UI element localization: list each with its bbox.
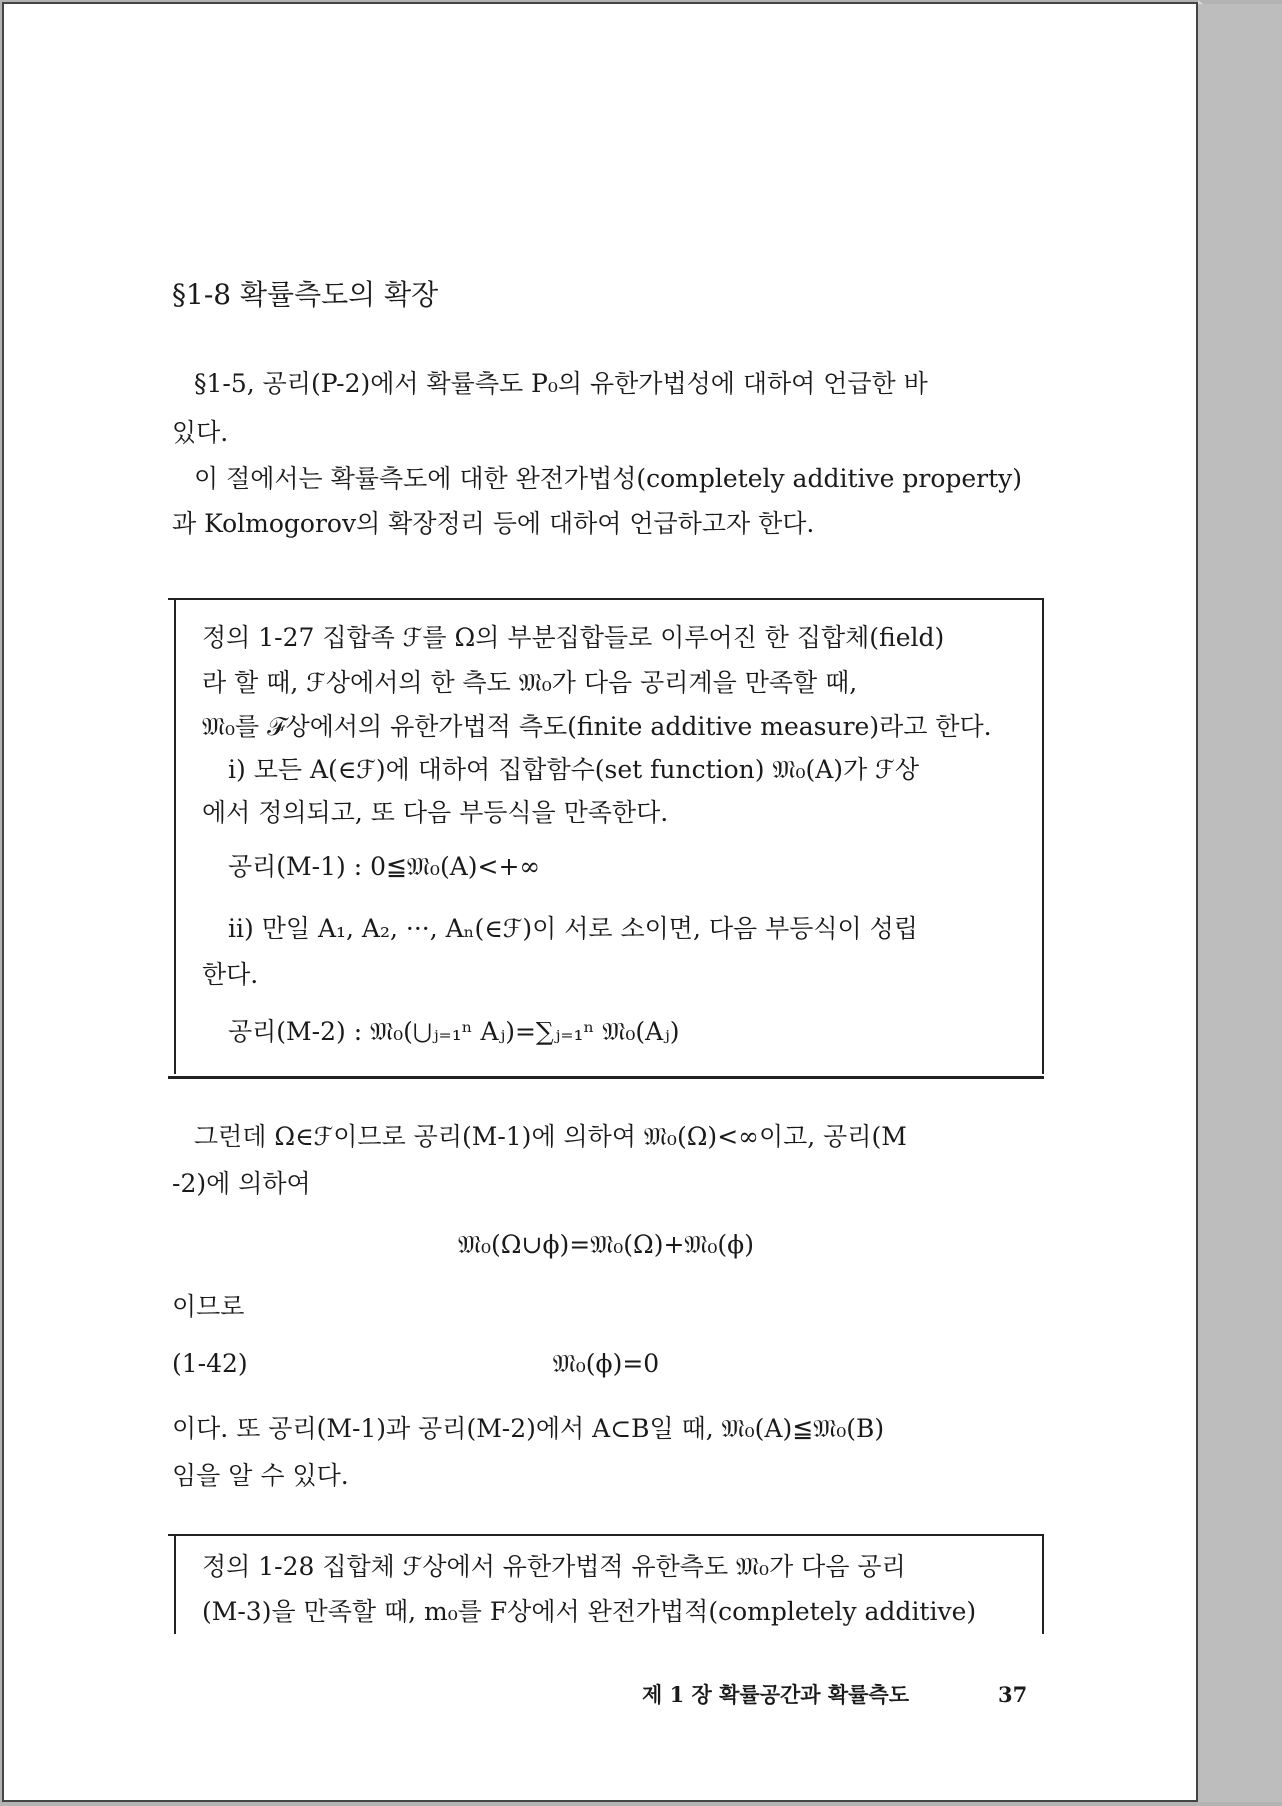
definition-1-28-right-border xyxy=(1042,1534,1044,1634)
equation-number: (1-42) xyxy=(172,1349,248,1378)
definition-1-28-line-2: (M-3)을 만족할 때, m₀를 F상에서 완전가법적(completely additive) xyxy=(202,1597,977,1626)
intro-line-4: 과 Kolmogorov의 확장정리 등에 대하여 언급하고자 한다. xyxy=(172,509,815,538)
body-line-1: 그런데 Ω∈ℱ이므로 공리(M-1)에 의하여 𝔐₀(Ω)<∞이고, 공리(M xyxy=(194,1122,907,1151)
page-number: 37 xyxy=(998,1682,1028,1707)
page-stack-side-edge xyxy=(1198,4,1282,1802)
definition-1-27-line-8: 한다. xyxy=(202,960,259,989)
definition-1-28-left-border xyxy=(174,1534,176,1634)
section-heading: §1-8 확률측도의 확장 xyxy=(172,278,439,311)
definition-1-27-line-3: 𝔐₀를 ℱ상에서의 유한가법적 측도(finite additive measure)라고 한다. xyxy=(202,712,992,741)
intro-line-2: 있다. xyxy=(172,418,229,447)
body-line-2: -2)에 의하여 xyxy=(172,1169,311,1198)
definition-1-27-line-7: ii) 만일 A₁, A₂, ···, Aₙ(∈ℱ)이 서로 소이면, 다음 부등식이 성립 xyxy=(228,914,918,943)
book-page xyxy=(2,2,1198,1802)
definition-1-27-line-2: 라 할 때, ℱ상에서의 한 측도 𝔐₀가 다음 공리계을 만족할 때, xyxy=(202,668,858,697)
axiom-m1: 공리(M-1) : 0≦𝔐₀(A)<+∞ xyxy=(228,852,541,881)
body-text-2: 이므로 xyxy=(172,1292,245,1321)
definition-1-28-line-1: 정의 1-28 집합체 ℱ상에서 유한가법적 유한측도 𝔐₀가 다음 공리 xyxy=(202,1552,906,1581)
intro-line-3: 이 절에서는 확률측도에 대한 완전가법성(completely additive property) xyxy=(194,464,1023,493)
definition-1-27-line-5: 에서 정의되고, 또 다음 부등식을 만족한다. xyxy=(202,798,669,827)
definition-1-28-top-border xyxy=(168,1534,1044,1536)
definition-1-27-right-border xyxy=(1042,598,1044,1074)
equation-1-42: 𝔐₀(ϕ)=0 xyxy=(552,1349,660,1378)
definition-1-27-top-border xyxy=(168,598,1044,600)
running-footer-chapter: 제 1 장 확률공간과 확률측도 xyxy=(642,1682,910,1707)
definition-1-27-left-border xyxy=(174,598,176,1074)
body-line-3: 이다. 또 공리(M-1)과 공리(M-2)에서 A⊂B일 때, 𝔐₀(A)≦𝔐₀(B) xyxy=(172,1414,885,1443)
body-line-4: 임을 알 수 있다. xyxy=(172,1461,349,1490)
definition-1-27-bottom-border xyxy=(168,1076,1044,1079)
definition-1-27-line-1: 정의 1-27 집합족 ℱ를 Ω의 부분집합들로 이루어진 한 집합체(field) xyxy=(202,623,945,652)
definition-1-27-line-4: i) 모든 A(∈ℱ)에 대하여 집합함수(set function) 𝔐₀(A)가 ℱ상 xyxy=(228,755,919,784)
intro-line-1: §1-5, 공리(P-2)에서 확률측도 P₀의 유한가법성에 대하여 언급한 바 xyxy=(194,369,928,398)
equation-1: 𝔐₀(Ω∪ϕ)=𝔐₀(Ω)+𝔐₀(ϕ) xyxy=(458,1230,754,1259)
axiom-m2: 공리(M-2) : 𝔐₀(⋃ⱼ₌₁ⁿ Aⱼ)=∑ⱼ₌₁ⁿ 𝔐₀(Aⱼ) xyxy=(228,1017,680,1046)
